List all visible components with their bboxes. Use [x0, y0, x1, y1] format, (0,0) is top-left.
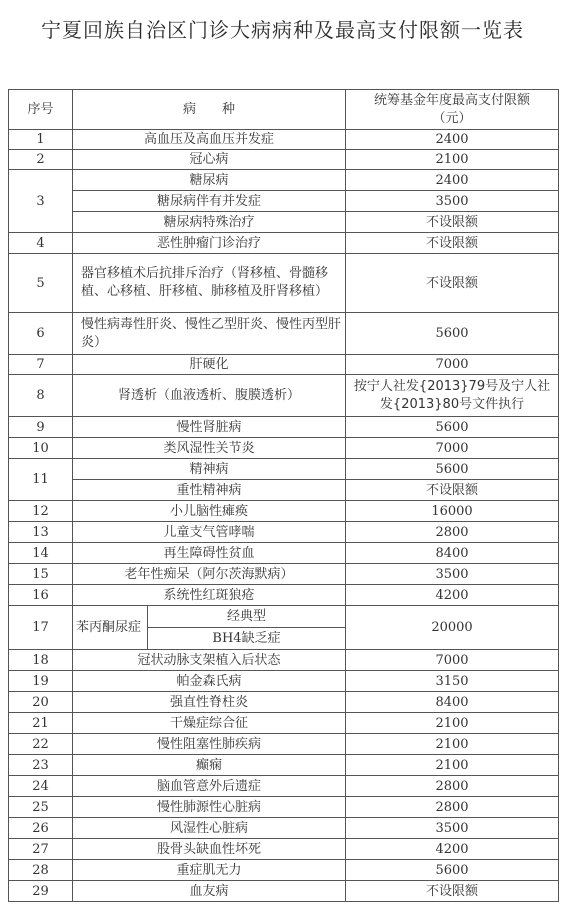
- table-row: [9, 459, 559, 480]
- row-seq: 26: [9, 818, 73, 839]
- row-disease: 慢性肺源性心脏病: [73, 797, 346, 818]
- table-row: [9, 438, 559, 459]
- row-limit: 不设限额: [346, 212, 559, 233]
- header-limit: 统筹基金年度最高支付限额 （元）: [346, 90, 559, 130]
- row-disease: 冠状动脉支架植入后状态: [73, 650, 346, 671]
- row-seq: 16: [9, 585, 73, 606]
- row-disease: 糖尿病特殊治疗: [73, 212, 346, 233]
- row-disease: 老年性痴呆（阿尔茨海默病）: [73, 564, 346, 585]
- row-disease: 慢性肾脏病: [73, 417, 346, 438]
- row-limit: 4200: [346, 839, 559, 860]
- table-row: [9, 375, 559, 417]
- row-limit: 8400: [346, 692, 559, 713]
- header-disease: 病 种: [73, 90, 346, 130]
- row-limit: 4200: [346, 585, 559, 606]
- row-limit: 不设限额: [346, 480, 559, 501]
- row-limit: 按宁人社发{2013}79号及宁人社发{2013}80号文件执行: [346, 375, 559, 417]
- row-disease: 慢性病毒性肝炎、慢性乙型肝炎、慢性丙型肝炎）: [73, 313, 346, 355]
- row-seq: 5: [9, 254, 73, 313]
- table-row: [9, 212, 559, 233]
- row-disease: 强直性脊柱炎: [73, 692, 346, 713]
- table-row: [9, 713, 559, 734]
- row-disease: 儿童支气管哮喘: [73, 522, 346, 543]
- row-seq: 13: [9, 522, 73, 543]
- table-row: [9, 776, 559, 797]
- row-disease: 慢性阻塞性肺疾病: [73, 734, 346, 755]
- row-disease: 系统性红斑狼疮: [73, 585, 346, 606]
- page-title: 宁夏回族自治区门诊大病病种及最高支付限额一览表: [41, 18, 524, 42]
- row-disease: 风湿性心脏病: [73, 818, 346, 839]
- row-seq: 3: [9, 170, 73, 233]
- table-row: [9, 355, 559, 375]
- row-limit: 2100: [346, 713, 559, 734]
- row-seq: 8: [9, 375, 73, 417]
- row-limit: 3500: [346, 564, 559, 585]
- table-row: [9, 130, 559, 150]
- table-row: [9, 860, 559, 881]
- row-seq: 6: [9, 313, 73, 355]
- row-seq: 2: [9, 150, 73, 170]
- row-limit: 2800: [346, 797, 559, 818]
- row-seq: 1: [9, 130, 73, 150]
- row-disease: 苯丙酮尿症: [73, 606, 148, 650]
- row-disease: 脑血管意外后遗症: [73, 776, 346, 797]
- table-row: [9, 233, 559, 254]
- row-disease: 高血压及高血压并发症: [73, 130, 346, 150]
- row-seq: 29: [9, 881, 73, 902]
- row-seq: 4: [9, 233, 73, 254]
- table-row: [9, 606, 559, 628]
- table-row: [9, 170, 559, 191]
- table-row: [9, 543, 559, 564]
- row-seq: 19: [9, 671, 73, 692]
- row-disease: 再生障碍性贫血: [73, 543, 346, 564]
- table-header-row: [9, 90, 559, 130]
- row-limit: 2100: [346, 755, 559, 776]
- row-subtype: 经典型: [148, 606, 346, 628]
- table-row: [9, 839, 559, 860]
- row-disease: 器官移植术后抗排斥治疗（肾移植、骨髓移植、心移植、肝移植、肺移植及肝肾移植）: [73, 254, 346, 313]
- row-limit: 不设限额: [346, 254, 559, 313]
- row-disease: 糖尿病伴有并发症: [73, 191, 346, 212]
- row-limit: 不设限额: [346, 881, 559, 902]
- row-limit: 3500: [346, 191, 559, 212]
- row-seq: 17: [9, 606, 73, 650]
- row-seq: 28: [9, 860, 73, 881]
- row-disease: 肝硬化: [73, 355, 346, 375]
- row-limit: 2100: [346, 734, 559, 755]
- row-limit: 5600: [346, 313, 559, 355]
- table-row: [9, 671, 559, 692]
- row-limit: 3150: [346, 671, 559, 692]
- row-disease: 干燥症综合征: [73, 713, 346, 734]
- table-row: [9, 254, 559, 313]
- row-disease: 重症肌无力: [73, 860, 346, 881]
- row-disease: 类风湿性关节炎: [73, 438, 346, 459]
- table-row: [9, 797, 559, 818]
- row-seq: 14: [9, 543, 73, 564]
- row-disease: 股骨头缺血性坏死: [73, 839, 346, 860]
- disease-limit-table: [8, 89, 559, 902]
- table-row: [9, 564, 559, 585]
- row-disease: 恶性肿瘤门诊治疗: [73, 233, 346, 254]
- row-seq: 18: [9, 650, 73, 671]
- row-limit: 5600: [346, 860, 559, 881]
- row-seq: 22: [9, 734, 73, 755]
- table-row: [9, 480, 559, 501]
- row-seq: 20: [9, 692, 73, 713]
- row-disease: 肾透析（血液透析、腹膜透析）: [73, 375, 346, 417]
- table-row: [9, 501, 559, 522]
- table-row: [9, 818, 559, 839]
- row-limit: 16000: [346, 501, 559, 522]
- table-row: [9, 150, 559, 170]
- row-limit: 2100: [346, 150, 559, 170]
- row-limit: 20000: [346, 606, 559, 650]
- row-limit: 7000: [346, 650, 559, 671]
- row-seq: 24: [9, 776, 73, 797]
- table-row: [9, 755, 559, 776]
- table-row: [9, 692, 559, 713]
- header-seq: 序号: [9, 90, 73, 130]
- table-row: [9, 650, 559, 671]
- table-row: [9, 522, 559, 543]
- row-seq: 9: [9, 417, 73, 438]
- row-seq: 21: [9, 713, 73, 734]
- row-seq: 7: [9, 355, 73, 375]
- row-seq: 25: [9, 797, 73, 818]
- table-row: [9, 417, 559, 438]
- table-row: [9, 881, 559, 902]
- row-disease: 精神病: [73, 459, 346, 480]
- row-disease: 血友病: [73, 881, 346, 902]
- row-disease: 冠心病: [73, 150, 346, 170]
- table-row: [9, 313, 559, 355]
- row-seq: 11: [9, 459, 73, 501]
- row-seq: 23: [9, 755, 73, 776]
- row-limit: 不设限额: [346, 233, 559, 254]
- row-limit: 7000: [346, 355, 559, 375]
- row-limit: 3500: [346, 818, 559, 839]
- row-limit: 2400: [346, 130, 559, 150]
- row-limit: 8400: [346, 543, 559, 564]
- row-limit: 7000: [346, 438, 559, 459]
- table-row: [9, 585, 559, 606]
- row-limit: 5600: [346, 417, 559, 438]
- row-disease: 癫痫: [73, 755, 346, 776]
- table-row: [9, 191, 559, 212]
- row-seq: 10: [9, 438, 73, 459]
- table-row: [9, 734, 559, 755]
- row-limit: 2800: [346, 522, 559, 543]
- row-disease: 糖尿病: [73, 170, 346, 191]
- row-limit: 5600: [346, 459, 559, 480]
- row-limit: 2800: [346, 776, 559, 797]
- row-disease: 帕金森氏病: [73, 671, 346, 692]
- row-seq: 27: [9, 839, 73, 860]
- row-disease: 重性精神病: [73, 480, 346, 501]
- row-disease: 小儿脑性瘫痪: [73, 501, 346, 522]
- row-seq: 12: [9, 501, 73, 522]
- row-subtype: BH4缺乏症: [148, 628, 346, 650]
- row-limit: 2400: [346, 170, 559, 191]
- row-seq: 15: [9, 564, 73, 585]
